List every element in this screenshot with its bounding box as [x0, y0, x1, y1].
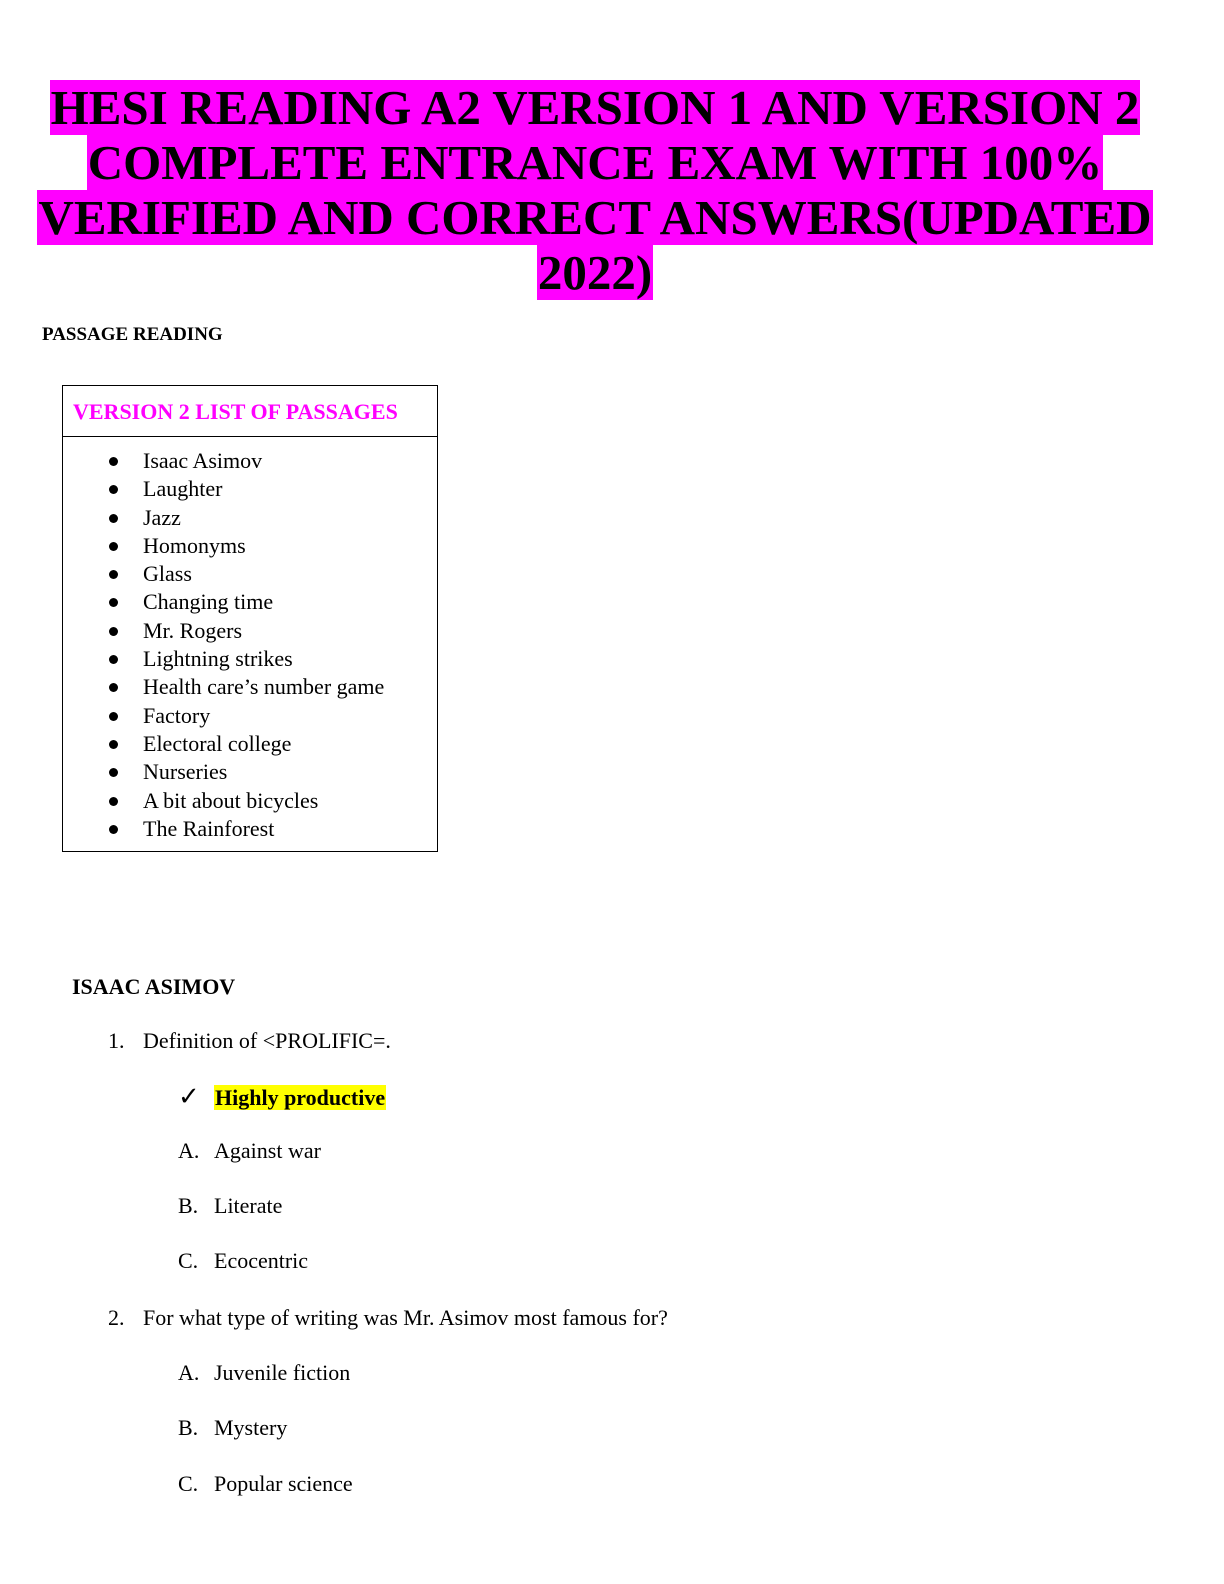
list-item: [63, 588, 437, 616]
passages-list-heading: VERSION 2 LIST OF PASSAGES: [63, 386, 437, 437]
section-label: PASSAGE READING: [42, 324, 223, 345]
passage-name: Changing time: [143, 589, 274, 615]
option-text: Juvenile fiction: [214, 1360, 351, 1385]
passage-name: Nurseries: [143, 759, 228, 785]
bullet-icon: [109, 570, 118, 579]
passage-name: A bit about bicycles: [143, 787, 319, 813]
passage-name: Factory: [143, 702, 211, 728]
option-text: Mystery: [214, 1415, 288, 1440]
title-line-1: HESI READING A2 VERSION 1 AND VERSION 2: [50, 80, 1140, 135]
passage-name: Isaac Asimov: [143, 448, 263, 473]
bullet-icon: [109, 797, 118, 806]
passage-name: Laughter: [143, 476, 223, 502]
correct-answer-text: Highly productive: [215, 1085, 386, 1110]
passage-name: The Rainforest: [143, 815, 275, 841]
passage-name: Glass: [143, 561, 192, 587]
title-line-2: COMPLETE ENTRANCE EXAM WITH 100%: [87, 135, 1103, 190]
bullet-icon: [109, 598, 118, 607]
bullet-icon: [109, 514, 118, 523]
passage-name: Mr. Rogers: [143, 617, 242, 643]
title-line-4: 2022): [537, 245, 653, 300]
list-item: [63, 447, 437, 475]
bullet-icon: [109, 542, 118, 551]
bullet-icon: [109, 627, 118, 636]
bullet-icon: [109, 457, 118, 466]
option-text: Against war: [214, 1138, 321, 1163]
document-title: [0, 80, 1190, 300]
bullet-icon: [109, 825, 118, 834]
bullet-icon: [109, 768, 118, 777]
list-item: [63, 532, 437, 560]
option-letter: A.: [178, 1360, 200, 1385]
passage-name: Health care’s number game: [143, 674, 385, 700]
question-text: For what type of writing was Mr. Asimov most famous for?: [143, 1305, 668, 1330]
passages-list: [63, 437, 437, 843]
list-item: [63, 645, 437, 673]
question-number: 2.: [108, 1305, 125, 1330]
bullet-icon: [109, 740, 118, 749]
list-item: [63, 475, 437, 503]
option-c: [178, 1247, 308, 1275]
option-c: [178, 1470, 353, 1498]
option-text: Popular science: [214, 1471, 353, 1496]
bullet-icon: [109, 485, 118, 494]
option-a: [178, 1137, 321, 1165]
bullet-icon: [109, 655, 118, 664]
option-text: Ecocentric: [214, 1248, 309, 1273]
list-item: [63, 673, 437, 701]
option-a: [178, 1359, 350, 1387]
list-item: [63, 560, 437, 588]
passage-name: Lightning strikes: [143, 646, 293, 672]
option-letter: B.: [178, 1415, 199, 1440]
question-1: [108, 1027, 391, 1055]
question-2: [108, 1304, 668, 1332]
correct-answer: [178, 1083, 386, 1112]
option-letter: B.: [178, 1193, 199, 1218]
option-letter: C.: [178, 1471, 199, 1496]
list-item: [63, 504, 437, 532]
option-b: [178, 1414, 287, 1442]
option-letter: A.: [178, 1138, 200, 1163]
bullet-icon: [109, 712, 118, 721]
question-number: 1.: [108, 1028, 125, 1053]
question-text: Definition of <PROLIFIC=.: [143, 1028, 391, 1053]
list-item: [63, 787, 437, 815]
option-b: [178, 1192, 282, 1220]
passage-name: Homonyms: [143, 532, 246, 558]
list-item: [63, 815, 437, 843]
passage-name: Electoral college: [143, 730, 292, 756]
list-item: [63, 758, 437, 786]
list-item: [63, 730, 437, 758]
passages-list-box: [62, 385, 438, 852]
title-line-3: VERIFIED AND CORRECT ANSWERS(UPDATED: [38, 190, 1152, 245]
passage-name: Jazz: [143, 504, 181, 530]
option-text: Literate: [214, 1193, 283, 1218]
option-letter: C.: [178, 1248, 199, 1273]
passage-heading: ISAAC ASIMOV: [72, 974, 236, 999]
list-item: [63, 617, 437, 645]
bullet-icon: [109, 683, 118, 692]
list-item: [63, 702, 437, 730]
checkmark-icon: ✓: [178, 1082, 200, 1112]
